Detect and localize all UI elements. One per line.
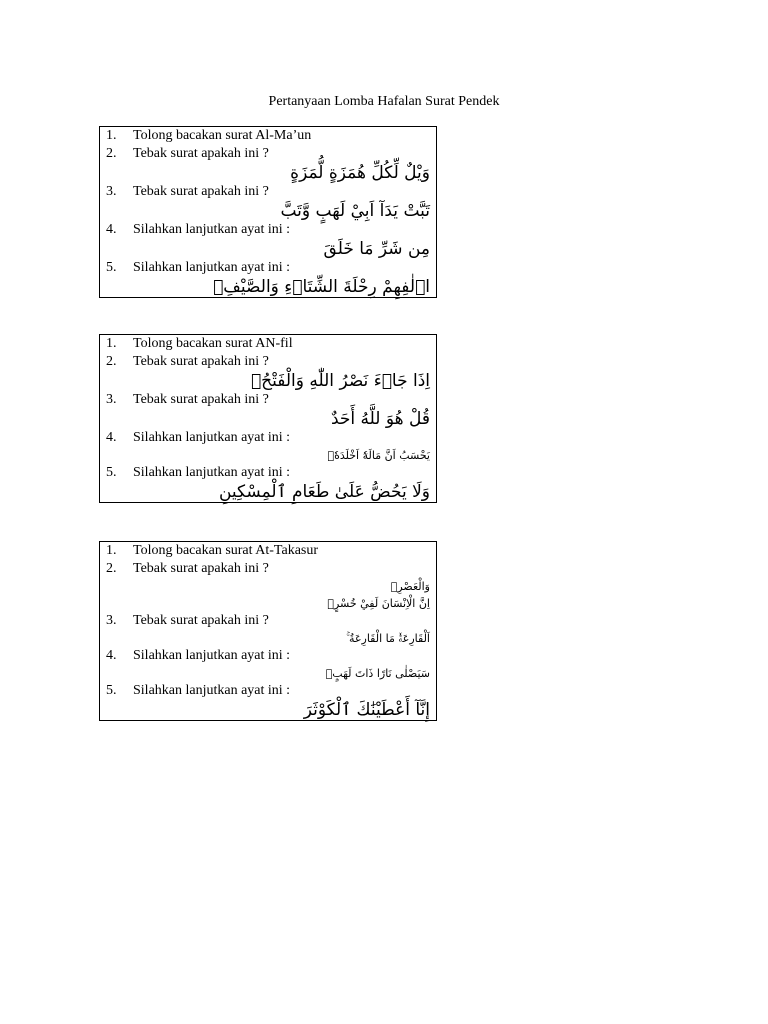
arabic-verse: مِن شَرِّ مَا خَلَقَ bbox=[323, 239, 430, 259]
question-5 bbox=[100, 464, 436, 482]
question-3 bbox=[100, 183, 436, 201]
question-text: Tebak surat apakah ini ? bbox=[133, 613, 269, 628]
question-text: Tebak surat apakah ini ? bbox=[133, 392, 269, 407]
question-number: 2. bbox=[106, 561, 117, 576]
question-number: 5. bbox=[106, 465, 117, 480]
arabic-verse: وَالْعَصْرِۙ bbox=[390, 580, 430, 593]
question-4 bbox=[100, 221, 436, 239]
question-text: Silahkan lanjutkan ayat ini : bbox=[133, 648, 291, 663]
question-number: 5. bbox=[106, 260, 117, 275]
question-1 bbox=[100, 335, 436, 353]
question-1 bbox=[100, 127, 436, 145]
question-text: Silahkan lanjutkan ayat ini : bbox=[133, 260, 291, 275]
question-number: 3. bbox=[106, 613, 117, 628]
question-text: Silahkan lanjutkan ayat ini : bbox=[133, 683, 291, 698]
question-3 bbox=[100, 391, 436, 409]
question-5 bbox=[100, 682, 436, 700]
question-5 bbox=[100, 259, 436, 277]
question-table-1 bbox=[99, 126, 437, 298]
question-number: 1. bbox=[106, 543, 117, 558]
arabic-verse: اِذَا جَاۤءَ نَصْرُ اللّٰهِ وَالْفَتْحُۙ bbox=[250, 371, 430, 391]
question-number: 4. bbox=[106, 648, 117, 663]
question-table-3 bbox=[99, 541, 437, 721]
question-number: 3. bbox=[106, 392, 117, 407]
page-title: Pertanyaan Lomba Hafalan Surat Pendek bbox=[268, 94, 500, 109]
question-number: 4. bbox=[106, 430, 117, 445]
question-4 bbox=[100, 429, 436, 447]
question-2 bbox=[100, 353, 436, 371]
arabic-verse: اَلْقَارِعَةُۙ مَا الْقَارِعَةُ ۚ bbox=[346, 632, 430, 645]
arabic-verse: وَيْلٌ لِّكُلِّ هُمَزَةٍ لُّمَزَةٍ bbox=[290, 163, 430, 183]
question-text: Tebak surat apakah ini ? bbox=[133, 146, 269, 161]
arabic-verse: اٖلٰفِهِمْ رِحْلَةَ الشِّتَاۤءِ وَالصَّيْفِۚ bbox=[213, 277, 430, 297]
question-text: Tolong bacakan surat Al-Ma’un bbox=[133, 128, 312, 143]
question-text: Tebak surat apakah ini ? bbox=[133, 184, 269, 199]
question-text: Tolong bacakan surat At-Takasur bbox=[133, 543, 319, 558]
question-text: Silahkan lanjutkan ayat ini : bbox=[133, 430, 291, 445]
question-table-2 bbox=[99, 334, 437, 503]
question-number: 2. bbox=[106, 354, 117, 369]
question-number: 1. bbox=[106, 336, 117, 351]
question-number: 3. bbox=[106, 184, 117, 199]
arabic-verse: يَحْسَبُ اَنَّ مَالَهٗٓ اَخْلَدَهٗۚ bbox=[327, 449, 430, 462]
question-number: 5. bbox=[106, 683, 117, 698]
question-text: Tebak surat apakah ini ? bbox=[133, 354, 269, 369]
arabic-verse: قُلْ هُوَ للَّهُ أَحَدٌ bbox=[330, 409, 430, 429]
arabic-verse: إِنَّآ أَعْطَيْنَٰكَ ٱلْكَوْثَرَ bbox=[303, 700, 430, 720]
arabic-verse: اِنَّ الْاِنْسَانَ لَفِيْ خُسْرٍۙ bbox=[327, 597, 430, 610]
question-text: Silahkan lanjutkan ayat ini : bbox=[133, 465, 291, 480]
arabic-verse: تَبَّتْ يَدَآ اَبِيْ لَهَبٍ وَّتَبَّ bbox=[280, 201, 430, 221]
question-2 bbox=[100, 560, 436, 578]
question-text: Tolong bacakan surat AN-fil bbox=[133, 336, 293, 351]
question-number: 2. bbox=[106, 146, 117, 161]
question-4 bbox=[100, 647, 436, 665]
question-text: Tebak surat apakah ini ? bbox=[133, 561, 269, 576]
question-2 bbox=[100, 145, 436, 163]
question-3 bbox=[100, 612, 436, 630]
question-1 bbox=[100, 542, 436, 560]
question-number: 4. bbox=[106, 222, 117, 237]
question-number: 1. bbox=[106, 128, 117, 143]
question-text: Silahkan lanjutkan ayat ini : bbox=[133, 222, 291, 237]
arabic-verse: وَلَا يَحُضُّ عَلَىٰ طَعَامِ ٱلْمِسْكِينِ bbox=[218, 482, 430, 502]
arabic-verse: سَيَصْلٰى نَارًا ذَاتَ لَهَبٍۙ bbox=[325, 667, 430, 680]
